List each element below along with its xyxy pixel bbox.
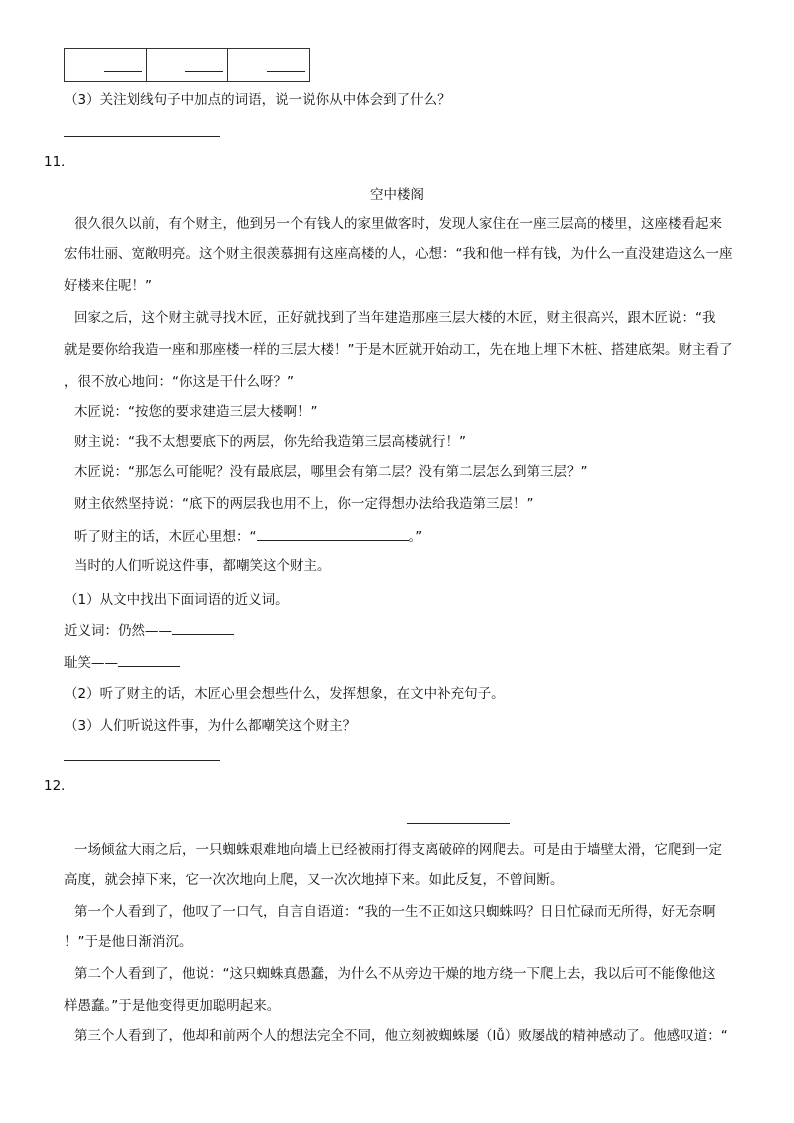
paragraph-line: 很久很久以前，有个财主，他到另一个有钱人的家里做客时，发现人家住在一座三层高的楼里，这座楼看起来 [74, 216, 722, 232]
dialogue-line: 财主依然坚持说：“底下的两层我也用不上，你一定得想办法给我造第三层！” [74, 496, 534, 512]
fill-blank[interactable] [257, 526, 409, 541]
synonym-label: 近义词：仍然—— [64, 623, 172, 639]
answer-cell[interactable] [65, 49, 147, 81]
synonym-line [64, 652, 754, 673]
dialogue-suffix: 。” [408, 529, 423, 545]
paragraph-line: 样愚蠢。”于是他变得更加聪明起来。 [64, 998, 281, 1014]
paragraph-line: 当时的人们听说这件事，都嘲笑这个财主。 [74, 558, 331, 574]
paragraph-line: 高度，就会掉下来，它一次次地向上爬，又一次次地掉下来。如此反复，不曾间断。 [64, 872, 564, 888]
q10-sub3: （3）关注划线句子中加点的词语，说一说你从中体会到了什么？ [64, 92, 451, 108]
synonym-blank[interactable] [118, 652, 180, 667]
synonym-label: 耻笑—— [64, 655, 118, 671]
paragraph-line: 好楼来住呢！” [64, 278, 152, 294]
dialogue-line: 木匠说：“按您的要求建造三层大楼啊！” [74, 404, 318, 420]
paragraph-line: 回家之后，这个财主就寻找木匠，正好就找到了当年建造那座三层大楼的木匠，财主很高兴，跟木匠说：“我 [74, 310, 716, 326]
dialogue-line [74, 526, 764, 547]
answer-blank[interactable] [267, 71, 305, 72]
answer-blank[interactable] [185, 71, 223, 72]
paragraph-line: 第一个人看到了，他叹了一口气，自言自语道：“我的一生不正如这只蜘蛛吗？日日忙碌而无所得，好无奈啊 [74, 904, 716, 920]
question-number: 11． [44, 154, 75, 170]
q11-sub1: （1）从文中找出下面词语的近义词。 [64, 592, 289, 608]
passage-title: 空中楼阁 [370, 187, 424, 203]
synonym-blank[interactable] [172, 620, 234, 635]
dialogue-prefix: 听了财主的话，木匠心里想：“ [74, 529, 257, 545]
answer-line[interactable] [64, 760, 220, 761]
paragraph-line: 第二个人看到了，他说：“这只蜘蛛真愚蠢，为什么不从旁边干燥的地方绕一下爬上去，我以后可不能像他这 [74, 966, 716, 982]
question-number: 12． [44, 778, 75, 794]
paragraph-line: ，很不放心地问：“你这是干什么呀？” [64, 374, 294, 390]
paragraph-line: 宏伟壮丽、宽敞明亮。这个财主很羡慕拥有这座高楼的人，心想：“我和他一样有钱，为什么一直没建造这么一座 [64, 246, 733, 262]
dialogue-line: 木匠说：“那怎么可能呢？没有最底层，哪里会有第二层？没有第二层怎么到第三层？” [74, 464, 588, 480]
q11-sub2: （2）听了财主的话，木匠心里会想些什么，发挥想象，在文中补充句子。 [64, 686, 505, 702]
dialogue-line: 财主说：“我不太想要底下的两层，你先给我造第三层高楼就行！” [74, 434, 466, 450]
answer-table [64, 48, 310, 82]
synonym-line [64, 620, 754, 641]
answer-cell[interactable] [147, 49, 229, 81]
answer-line[interactable] [64, 136, 220, 137]
paragraph-line: 第三个人看到了，他却和前两个人的想法完全不同，他立刻被蜘蛛屡（lǚ）败屡战的精神感动了。他感叹道：“ [74, 1028, 728, 1044]
paragraph-line: ！”于是他日渐消沉。 [64, 934, 193, 950]
paragraph-line: 一场倾盆大雨之后，一只蜘蛛艰难地向墙上已经被雨打得支离破碎的网爬去。可是由于墙壁太滑，它爬到一定 [74, 842, 722, 858]
title-blank[interactable] [407, 823, 510, 824]
answer-blank[interactable] [104, 71, 142, 72]
q11-sub3: （3）人们听说这件事，为什么都嘲笑这个财主？ [64, 718, 357, 734]
paragraph-line: 就是要你给我造一座和那座楼一样的三层大楼！”于是木匠就开始动工，先在地上埋下木桩、搭建底架。财主看了 [64, 342, 733, 358]
answer-cell[interactable] [228, 49, 309, 81]
